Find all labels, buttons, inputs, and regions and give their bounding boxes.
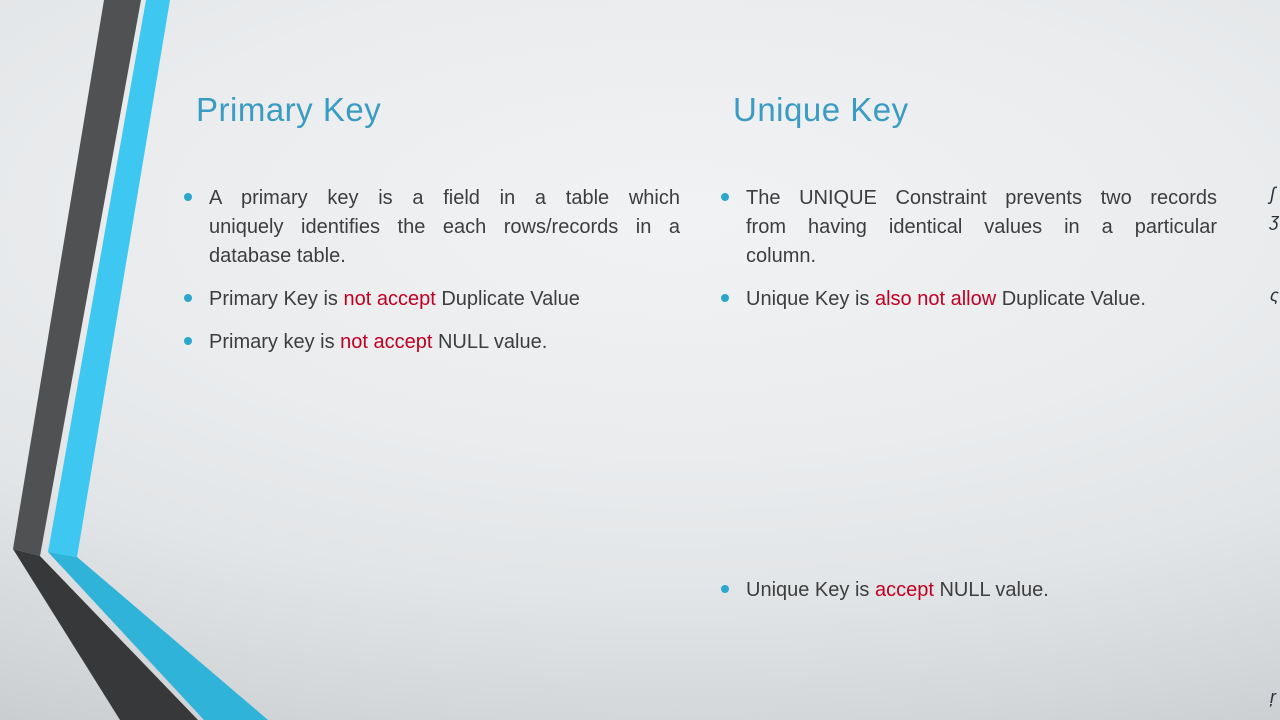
bullet-primary-duplicate [183, 285, 680, 314]
bullet-unique-definition [720, 184, 1217, 271]
bullet-text: Unique Key is [746, 579, 875, 601]
bullet-dot-icon [184, 337, 192, 345]
bullet-primary-null [183, 328, 680, 357]
bullet-dot-icon [184, 193, 192, 201]
bullet-dot-icon [721, 294, 729, 302]
ribbon-cyan-bottom-segment [48, 552, 268, 720]
unique-key-column [720, 88, 1217, 619]
bullet-highlight-text: not accept [343, 288, 436, 310]
bullet-dot-icon [184, 294, 192, 302]
ribbon-dark-top-segment [13, 0, 141, 556]
bullet-text: Duplicate Value. [996, 288, 1146, 310]
bullet-line: The UNIQUE Constraint prevents two records [746, 187, 1217, 209]
ribbon-dark-bottom-segment [13, 549, 198, 720]
bullet-highlight-text: also not allow [874, 288, 997, 310]
clipped-edge-glyph: ς [1270, 285, 1279, 305]
bullet-highlight-text: accept [874, 579, 934, 601]
clipped-edge-glyph: ʃ [1270, 184, 1276, 204]
clipped-edge-glyph: ŗ [1270, 687, 1276, 707]
primary-key-column [183, 88, 680, 371]
bullet-unique-null [720, 576, 1217, 605]
ribbon-cyan-top-segment [48, 0, 170, 557]
bullet-unique-duplicate [720, 285, 1217, 314]
bullet-line: column. [746, 245, 817, 267]
bullet-text: NULL value. [933, 579, 1049, 601]
primary-key-bullet-list [183, 184, 680, 357]
bullet-line: A primary key is a field in a table which [209, 187, 680, 209]
bullet-text: Unique Key is [746, 288, 875, 310]
bullet-dot-icon [721, 193, 729, 201]
bullet-line: uniquely identifies the each rows/records in a [209, 216, 680, 238]
unique-key-bullet-list [720, 184, 1217, 605]
clipped-edge-glyph: ʒ [1270, 210, 1279, 230]
bullet-text: Primary key is [209, 331, 341, 353]
bullet-text: Duplicate Value [435, 288, 580, 310]
bullet-text: NULL value. [432, 331, 548, 353]
unique-key-title: Unique Key [733, 91, 909, 128]
primary-key-title: Primary Key [196, 91, 382, 128]
bullet-dot-icon [721, 585, 729, 593]
bullet-primary-definition [183, 184, 680, 271]
bullet-text: Primary Key is [209, 288, 344, 310]
bullet-highlight-text: not accept [340, 331, 433, 353]
bullet-line: database table. [209, 245, 346, 267]
bullet-line: from having identical values in a particular [746, 216, 1217, 238]
